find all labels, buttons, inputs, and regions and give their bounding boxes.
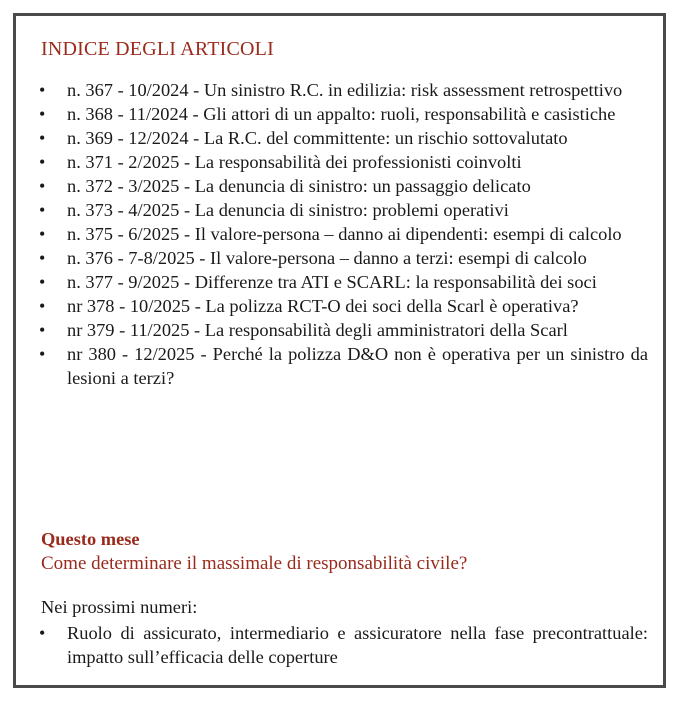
bullet-icon: • xyxy=(39,623,46,643)
article-item xyxy=(38,78,648,102)
article-text: n. 376 - 7-8/2025 - Il valore-persona – danno a terzi: esempi di calcolo xyxy=(67,248,587,268)
bullet-icon: • xyxy=(39,128,46,148)
article-text: n. 375 - 6/2025 - Il valore-persona – danno ai dipendenti: esempi di calcolo xyxy=(67,224,622,244)
article-text: nr 380 - 12/2025 - Perché la polizza D&O non è operativa per un sinistro da lesioni a terzi? xyxy=(67,344,648,388)
bullet-icon: • xyxy=(39,200,46,220)
bullet-icon: • xyxy=(39,152,46,172)
bullet-icon: • xyxy=(39,344,46,364)
article-text: n. 372 - 3/2025 - La denuncia di sinistro: un passaggio delicato xyxy=(67,176,531,196)
article-text: nr 379 - 11/2025 - La responsabilità degli amministratori della Scarl xyxy=(67,320,568,340)
index-box xyxy=(13,13,666,688)
this-month-label: Questo mese xyxy=(41,529,140,549)
this-month-article: Come determinare il massimale di responsabilità civile? xyxy=(41,553,468,574)
bullet-icon: • xyxy=(39,248,46,268)
article-text: n. 368 - 11/2024 - Gli attori di un appalto: ruoli, responsabilità e casistiche xyxy=(67,104,616,124)
bullet-icon: • xyxy=(39,224,46,244)
article-text: nr 378 - 10/2025 - La polizza RCT-O dei soci della Scarl è operativa? xyxy=(67,296,579,316)
index-title: INDICE DEGLI ARTICOLI xyxy=(41,38,274,60)
article-item xyxy=(38,318,648,342)
article-list xyxy=(38,78,648,390)
bullet-icon: • xyxy=(39,176,46,196)
next-issue-item xyxy=(38,621,648,669)
next-issues-list xyxy=(38,621,648,669)
article-item xyxy=(38,270,648,294)
article-item xyxy=(38,342,648,390)
bullet-icon: • xyxy=(39,296,46,316)
article-item xyxy=(38,102,648,126)
article-item xyxy=(38,198,648,222)
bullet-icon: • xyxy=(39,80,46,100)
next-issues-label: Nei prossimi numeri: xyxy=(41,597,198,617)
article-text: n. 373 - 4/2025 - La denuncia di sinistro: problemi operativi xyxy=(67,200,509,220)
bullet-icon: • xyxy=(39,320,46,340)
article-item xyxy=(38,294,648,318)
bullet-icon: • xyxy=(39,104,46,124)
next-issue-text: Ruolo di assicurato, intermediario e assicuratore nella fase precontrattuale: impatto sull’efficacia delle coperture xyxy=(67,623,648,667)
article-item xyxy=(38,222,648,246)
bullet-icon: • xyxy=(39,272,46,292)
article-text: n. 367 - 10/2024 - Un sinistro R.C. in edilizia: risk assessment retrospettivo xyxy=(67,80,623,100)
article-item xyxy=(38,150,648,174)
article-text: n. 377 - 9/2025 - Differenze tra ATI e SCARL: la responsabilità dei soci xyxy=(67,272,597,292)
article-text: n. 371 - 2/2025 - La responsabilità dei professionisti coinvolti xyxy=(67,152,522,172)
article-item xyxy=(38,174,648,198)
article-text: n. 369 - 12/2024 - La R.C. del committente: un rischio sottovalutato xyxy=(67,128,568,148)
article-item xyxy=(38,246,648,270)
article-item xyxy=(38,126,648,150)
